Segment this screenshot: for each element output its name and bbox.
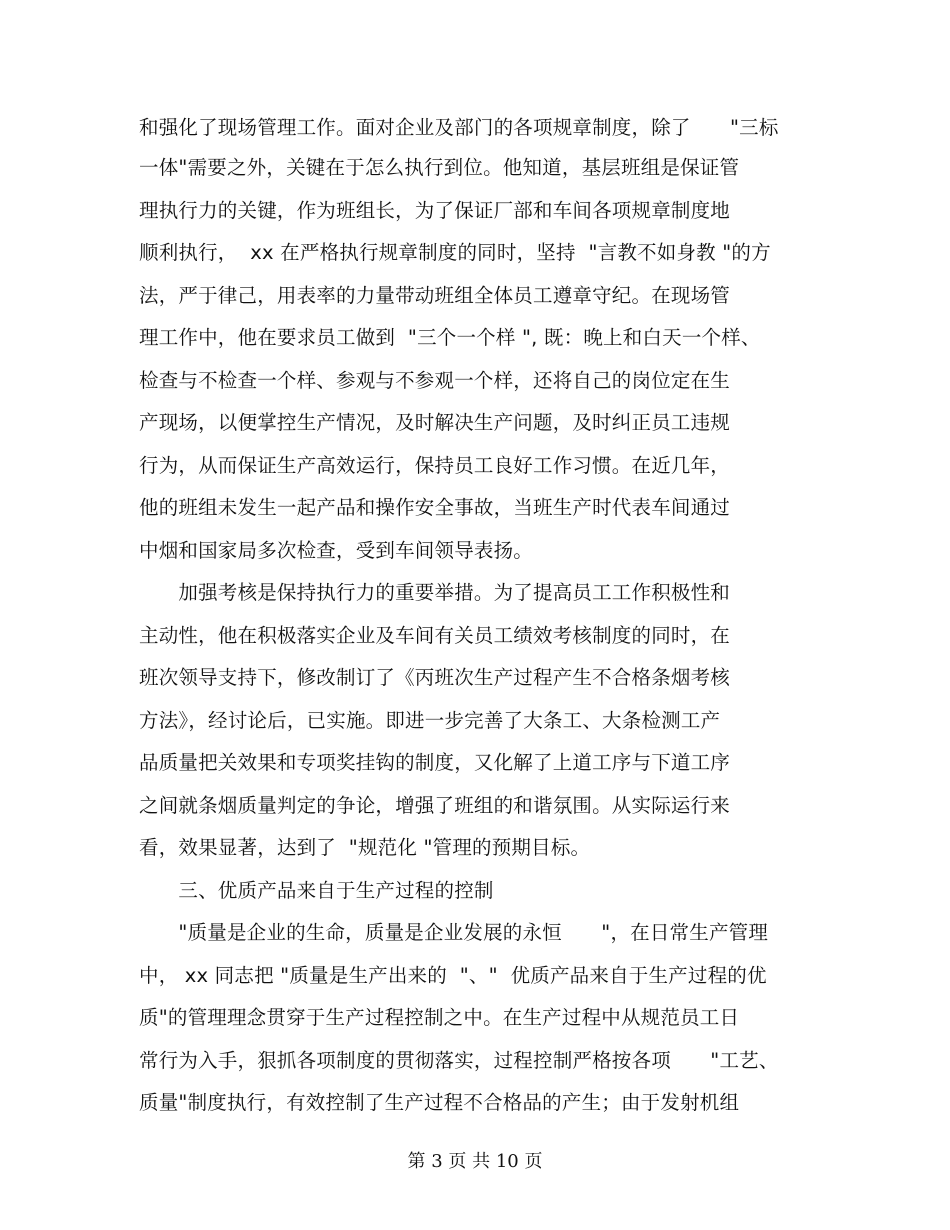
- body-text-line: 方法》，经讨论后，已实施。即进一步完善了大条工、大条检测工产: [139, 709, 721, 732]
- body-text-line: 质量"制度执行，有效控制了生产过程不合格品的产生；由于发射机组: [139, 1091, 740, 1114]
- page-number-footer: 第 3 页 共 10 页: [407, 1151, 543, 1172]
- body-text-line: 品质量把关效果和专项奖挂钩的制度，又化解了上道工序与下道工序: [139, 751, 731, 774]
- body-text-line: 产现场，以便掌控生产情况，及时解决生产问题，及时纠正员工违规: [139, 411, 731, 434]
- body-text-line: 理工作中，他在要求员工做到 "三个一个样 ", 既：晚上和白天一个样、: [139, 326, 761, 349]
- body-text-line: 行为，从而保证生产高效运行，保持员工良好工作习惯。在近几年，: [139, 454, 731, 477]
- body-text-line: "质量是企业的生命，质量是企业发展的永恒 "，在日常生产管理: [139, 921, 769, 944]
- body-text-line: 他的班组未发生一起产品和操作安全事故，当班生产时代表车间通过: [139, 496, 731, 519]
- body-text-line: 法，严于律己，用表率的力量带动班组全体员工遵章守纪。在现场管: [139, 284, 731, 307]
- body-text-line: 中烟和国家局多次检查，受到车间领导表扬。: [139, 539, 534, 562]
- body-text-line: 质"的管理理念贯穿于生产过程控制之中。在生产过程中从规范员工日: [139, 1006, 740, 1029]
- body-text-line: 中， xx 同志把 "质量是生产出来的 "、" 优质产品来自于生产过程的优: [139, 964, 767, 987]
- body-text-line: 检查与不检查一个样、参观与不参观一个样，还将自己的岗位定在生: [139, 369, 731, 392]
- body-text-line: 常行为入手，狠抓各项制度的贯彻落实，过程控制严格按各项 "工艺、: [139, 1049, 779, 1072]
- body-text-line: 理执行力的关键，作为班组长，为了保证厂部和车间各项规章制度地: [139, 199, 731, 222]
- section-heading: 三、优质产品来自于生产过程的控制: [139, 879, 494, 902]
- body-text-line: 顺利执行， xx 在严格执行规章制度的同时，坚持 "言教不如身教 "的方: [139, 241, 771, 264]
- body-text-line: 班次领导支持下，修改制订了《丙班次生产过程产生不合格条烟考核: [139, 666, 731, 689]
- body-text-line: 看，效果显著，达到了 "规范化 "管理的预期目标。: [139, 836, 591, 859]
- body-text-line: 加强考核是保持执行力的重要举措。为了提高员工工作积极性和: [139, 581, 731, 604]
- body-text-line: 和强化了现场管理工作。面对企业及部门的各项规章制度，除了 "三标: [139, 116, 779, 139]
- body-text-line: 一体"需要之外，关键在于怎么执行到位。他知道，基层班组是保证管: [139, 156, 740, 179]
- body-text-line: 主动性，他在积极落实企业及车间有关员工绩效考核制度的同时，在: [139, 624, 731, 647]
- body-text-line: 之间就条烟质量判定的争论，增强了班组的和谐氛围。从实际运行来: [139, 794, 731, 817]
